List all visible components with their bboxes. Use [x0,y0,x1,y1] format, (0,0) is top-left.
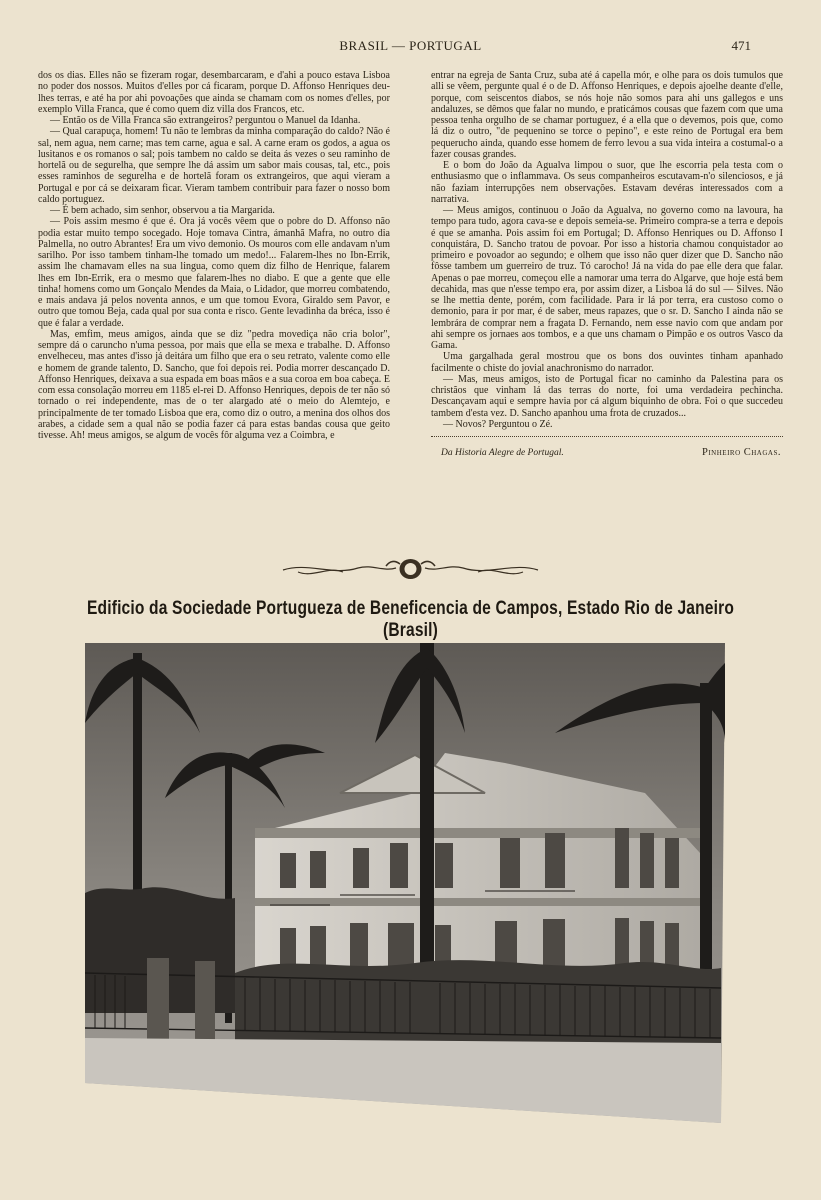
source-title: Da Historia Alegre de Portugal. [441,448,564,458]
article-paragraph: E o bom do João da Agualva limpou o suor, que lhe escorria pela testa com o enthusiasmo que o inflammava. Os seus companheiros escutavam-n'o silenciosos, e já não faziam interrupções nem observações. Estavam devéras interessados com a narrativa. [431,160,783,205]
article-paragraph: — Pois assim mesmo é que é. Ora já vocês vêem que o pobre do D. Affonso não podia estar muito tempo socegado. Hoje tomava Cintra, ámanhã Mafra, no outro dia Palmella, no outro Abrantes! Era um vivo demonio. Os mouros com elle andavam n'um sarilho. Por isso tambem tinham-lhe tomado um medo!... Falarem-lhes no Ibn-Errik, assim lhe chamavam elles na sua lingua, como quem diz filho de Henrique, falarem lhes em Ibn-Errik, era o mesmo que falarem-lhes no diabo. E que a gente que elle tinha! homens como um Gonçalo Mendes da Maia, o Lidador, que morreu combatendo, e mais andava já pelos noventa annos, e um que tomou Evora, Giraldo sem Pavor, e outro que tomou Beja, cada qual por sua conta e risco. Gente levadinha da bréca, isso é que é falar a verdade. [38,216,390,329]
article-paragraph: — Mas, meus amigos, isto de Portugal ficar no caminho da Palestina para os christãos que vinham lá das terras do norte, foi uma verdadeira pechincha. Descançavam aqui e sempre havia por cá algum biquinho de obra. Foi o que succedeu tambem d'esta vez. D. Sancho apanhou uma frota de cruzados... [431,373,783,419]
article-paragraph: dos os dias. Elles não se fizeram rogar, desembarcaram, e d'ahi a pouco estava Lisboa no poder dos nossos. Muitos d'elles por cá ficaram, porque D. Affonso Henriques deu-lhes terras, e até ha por ahi povoações que ainda se chamam com os nomes d'elles, por exemplo Villa Franca, que é como quem diz villa dos Francos, etc. [38,70,390,115]
article-paragraph: — Então os de Villa Franca são extrangeiros? perguntou o Manuel da Idanha. [50,115,361,126]
page-number: 471 [731,38,751,53]
article-body [38,70,783,459]
article-paragraph: — Qual carapuça, homem! Tu não te lembras da minha comparação do caldo? Não é sal, nem agua, nem carne; mas tem carne, agua e sal. A carne eram os godos, a agua os lusitanos e os romanos o sal; pois tambem no caldo se deita ás vezes o seu raminho de hortelã ou de segurelha, que sempre lhe dá assim um sabor mais cousas, tal, etc., pois esses raminhos de segurelha e de hortelã foram os extrangeiros, que aqui vieram a Portugal e por cá se deixaram ficar. Vieram tambem contribuir para fazer o nosso bom caldo portuguez. [38,126,390,205]
dotted-rule [431,436,783,437]
article-paragraph: entrar na egreja de Santa Cruz, suba até á capella mór, e olhe para os dois tumulos que alli se vêem, pergunte qual é o de D. Affonso Henriques, e depois ajoelhe deante d'elle, porque, com seiscentos diabos, se nós hoje não somos para ahi uns gallegos e uns andaluzes, se dêmos que falar no mundo, e praticámos cousas que fazem com que uma pessoa tenha orgulho de se chamar portuguez, é a ella que o devemos, pois que, como lá diz o outro, "de pequenino se torce o pepino", e este reino de Portugal era bem pequerucho ainda, quando esse homem de ferro levou a sua vida inteira a costumal-o a fazer cousas grandes. [431,70,783,160]
decorative-ornament [278,556,543,582]
running-title: BRASIL — PORTUGAL [339,38,482,53]
right-column-text [431,70,783,430]
article-paragraph: Uma gargalhada geral mostrou que os bons dos ouvintes tinham apanhado facilmente o chiste do jovial anachronismo do narrador. [431,351,783,374]
left-column [38,70,390,459]
article-paragraph: — Novos? Perguntou o Zé. [443,418,553,430]
right-column [431,70,783,459]
figure-caption: Edificio da Sociedade Portugueza de Beneficencia de Campos, Estado Rio de Janeiro (Brasil) [86,598,735,641]
article-paragraph: Mas, emfim, meus amigos, ainda que se diz "pedra movediça não cria bolor", sempre dá o caruncho n'uma pessoa, por mais que ella se mexa e trabalhe. D. Affonso envelheceu, mas antes d'isso já deitára um filho que era o seu retrato, valente como elle e homem de grande talento, D. Sancho, que foi depois rei. Podia morrer descançado D. Affonso Henriques, deixava a sua espada em boas mãos e a sua coroa em boa cabeça. E com essa consolação morreu em 1185 el-rei D. Affonso Henriques, depois de ter não só tornado o rei independente, mas de o ter alargado até o meio do Alemtejo, e principalmente de ter tomado Lisboa que era, como diz o outro, a menina dos olhos dos arabes, a cidade sem a qual não se podia fazer cá para estas bandas cousa que geito tivesse. Ah! meus amigos, se algum de vocês fôr alguma vez a Coimbra, e [38,328,390,441]
author-name: Pinheiro Chagas. [702,447,781,458]
article-paragraph: — É bem achado, sim senhor, observou a tia Margarida. [50,205,275,216]
article-source-line [431,447,783,459]
article-paragraph: — Meus amigos, continuou o João da Agualva, no governo como na lavoura, ha tempo para tudo, agora cava-se e depois semeia-se. Primeiro compra-se a terra e depois é que se amanha. Pois assim foi em Portugal; D. Affonso Henriques ou D. Affonso I conquistára, D. Sancho tratou de povoar. Por isso a historia chamou conquistador ao primeiro e povoador ao segundo; e olhem que isso não quer dizer que D. Sancho não fôsse tambem um guerreiro de truz. Tó carocho! Já na vida do pae elle dera que falar. Apenas o pae morreu, começou elle a namorar uma terra do Algarve, que hoje está bem decahida, mas que n'esse tempo era, por assim dizer, a Lisboa lá do sul — Silves. Não se lhe mettia dente, porém, com facilidade. Para ir lá por terra, era custoso como o demonio, para ir por mar, é de saber, meus rapazes, que o sr. D. Sancho I ainda não se lembrára de comprar nem a fragata D. Fernando, nem esse navio com que andam por ahi sempre os jornaes aos tombos, e a que uns chamam o Pimpão e os outros Vasco da Gama. [431,205,783,351]
building-photograph [85,643,725,1123]
